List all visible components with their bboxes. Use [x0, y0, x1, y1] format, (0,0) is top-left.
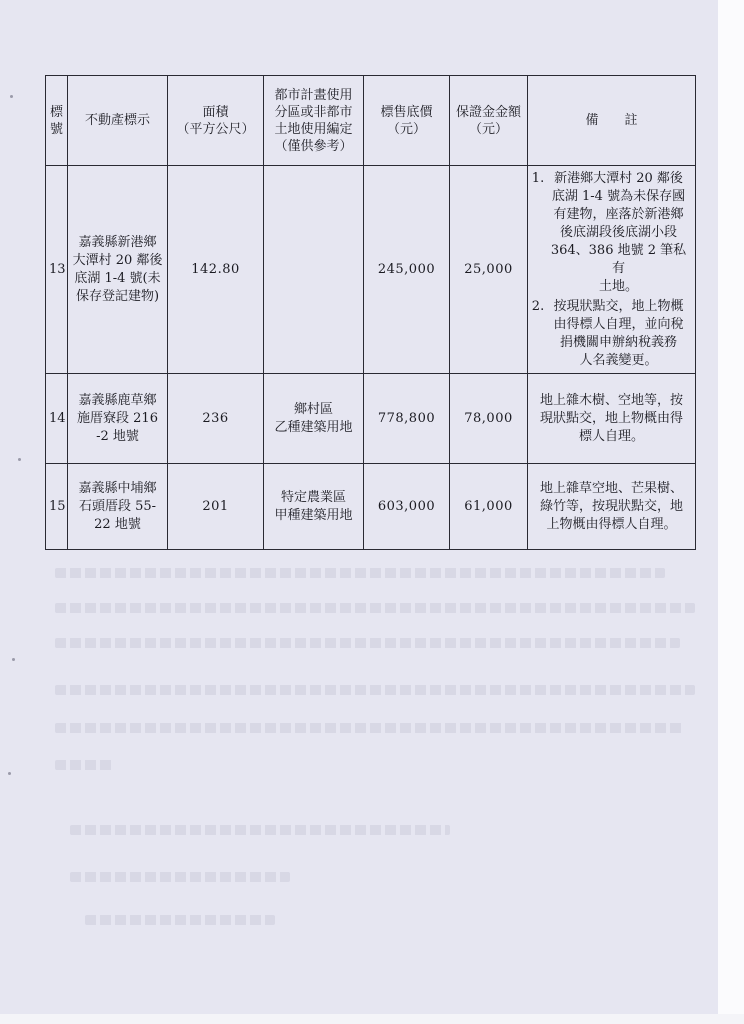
- note-line: 底湖 1-4 號為未保存國: [551, 188, 686, 204]
- header-line: （元）: [386, 121, 426, 137]
- note-line: 人名義變更。: [579, 352, 658, 368]
- table-row: [46, 464, 696, 550]
- cell-property: [68, 166, 168, 374]
- note-text: [531, 480, 692, 534]
- table-row: [46, 374, 696, 464]
- cell-area: 142.80: [168, 166, 264, 374]
- note-text: [545, 170, 692, 296]
- note-line: 由得標人自理，並向稅: [553, 316, 684, 332]
- note-mark: 2.: [531, 298, 545, 314]
- table-body: [46, 166, 696, 550]
- note-line: 新港鄉大潭村 20 鄰後: [554, 170, 683, 186]
- note-line: 標人自理。: [578, 428, 644, 444]
- header-area: [168, 76, 264, 166]
- cell-deposit: 78,000: [450, 374, 528, 464]
- bleed-through-line: [55, 603, 695, 613]
- header-lot-number: [46, 76, 68, 166]
- property-line: 大潭村 20 鄰後: [72, 252, 163, 268]
- property-sale-table: [45, 75, 696, 550]
- note-line: 有建物，座落於新港鄉: [553, 206, 684, 222]
- cell-lot-number: 14: [46, 374, 68, 464]
- header-line: 土地使用編定: [274, 121, 353, 137]
- header-line: （僅供參考）: [274, 138, 353, 154]
- cell-price: 245,000: [364, 166, 450, 374]
- bleed-through-line: [55, 568, 665, 578]
- header-zoning: [264, 76, 364, 166]
- bleed-through-line: [55, 638, 680, 648]
- table-header-row: [46, 76, 696, 166]
- note-line: 地上雜草空地、芒果樹、: [539, 480, 683, 496]
- note-text: [531, 392, 692, 446]
- note-mark: 1.: [531, 170, 545, 186]
- scan-dot: [8, 772, 11, 775]
- page-bottom-edge: [0, 1014, 744, 1024]
- cell-zoning: [264, 166, 364, 374]
- cell-zoning: [264, 374, 364, 464]
- property-line: 底湖 1-4 號(未: [74, 270, 161, 286]
- cell-price: 603,000: [364, 464, 450, 550]
- bleed-through-line: [70, 825, 450, 835]
- scan-dot: [10, 95, 13, 98]
- scan-dot: [12, 658, 15, 661]
- property-line: 嘉義縣新港鄉: [78, 234, 157, 250]
- note-line: 地上雜木樹、空地等，按: [539, 392, 683, 408]
- note-item: [531, 170, 692, 296]
- header-line: （平方公尺）: [176, 121, 255, 137]
- property-line: 施厝寮段 216: [77, 410, 158, 426]
- header-price: [364, 76, 450, 166]
- note-line: 上物概由得標人自理。: [546, 516, 677, 532]
- note-item: [531, 392, 692, 446]
- cell-note: [528, 166, 696, 374]
- note-line: 捐機關申辦納稅義務: [559, 334, 677, 350]
- cell-note: [528, 464, 696, 550]
- cell-zoning: [264, 464, 364, 550]
- cell-area: 201: [168, 464, 264, 550]
- note-line: 綠竹等，按現狀點交，地: [539, 498, 683, 514]
- note-item: [531, 480, 692, 534]
- cell-area: 236: [168, 374, 264, 464]
- property-line: -2 地號: [96, 428, 139, 444]
- note-line: 後底湖段後底湖小段: [559, 224, 677, 240]
- header-line: 保證金金額: [455, 104, 521, 120]
- header-line: 標售底價: [380, 104, 433, 120]
- bleed-through-line: [85, 915, 275, 925]
- scan-dot: [18, 458, 21, 461]
- zoning-line: 鄉村區: [293, 401, 333, 417]
- zoning-line: 甲種建築用地: [274, 507, 353, 523]
- note-item: [531, 298, 692, 370]
- property-line: 嘉義縣鹿草鄉: [78, 392, 157, 408]
- note-line: 364、386 地號 2 筆私有: [550, 242, 687, 276]
- header-property: 不動產標示: [68, 76, 168, 166]
- bleed-through-line: [70, 872, 290, 882]
- header-note: 備 註: [528, 76, 696, 166]
- bleed-through-line: [55, 685, 695, 695]
- header-deposit: [450, 76, 528, 166]
- property-line: 保存登記建物): [75, 288, 160, 304]
- note-line: 土地。: [598, 278, 638, 294]
- property-line: 嘉義縣中埔鄉: [78, 480, 157, 496]
- cell-deposit: 25,000: [450, 166, 528, 374]
- header-line: （元）: [468, 121, 508, 137]
- header-line: 分區或非都市: [274, 104, 353, 120]
- cell-property: [68, 374, 168, 464]
- bleed-through-line: [55, 723, 685, 733]
- cell-property: [68, 464, 168, 550]
- header-line: 標: [49, 104, 63, 120]
- cell-price: 778,800: [364, 374, 450, 464]
- note-line: 現狀點交，地上物概由得: [539, 410, 683, 426]
- note-line: 按現狀點交，地上物概: [553, 298, 684, 314]
- header-line: 號: [49, 121, 63, 137]
- cell-note: [528, 374, 696, 464]
- header-lot-number-text: [49, 104, 64, 138]
- zoning-line: 特定農業區: [280, 489, 346, 505]
- cell-lot-number: 13: [46, 166, 68, 374]
- table-row: [46, 166, 696, 374]
- zoning-line: 乙種建築用地: [274, 419, 353, 435]
- page-edge: [718, 0, 744, 1024]
- header-line: 都市計畫使用: [274, 87, 353, 103]
- cell-deposit: 61,000: [450, 464, 528, 550]
- bleed-through-line: [55, 760, 115, 770]
- header-line: 面積: [202, 104, 229, 120]
- cell-lot-number: 15: [46, 464, 68, 550]
- property-line: 22 地號: [94, 516, 141, 532]
- note-text: [545, 298, 692, 370]
- property-line: 石頭厝段 55-: [78, 498, 157, 514]
